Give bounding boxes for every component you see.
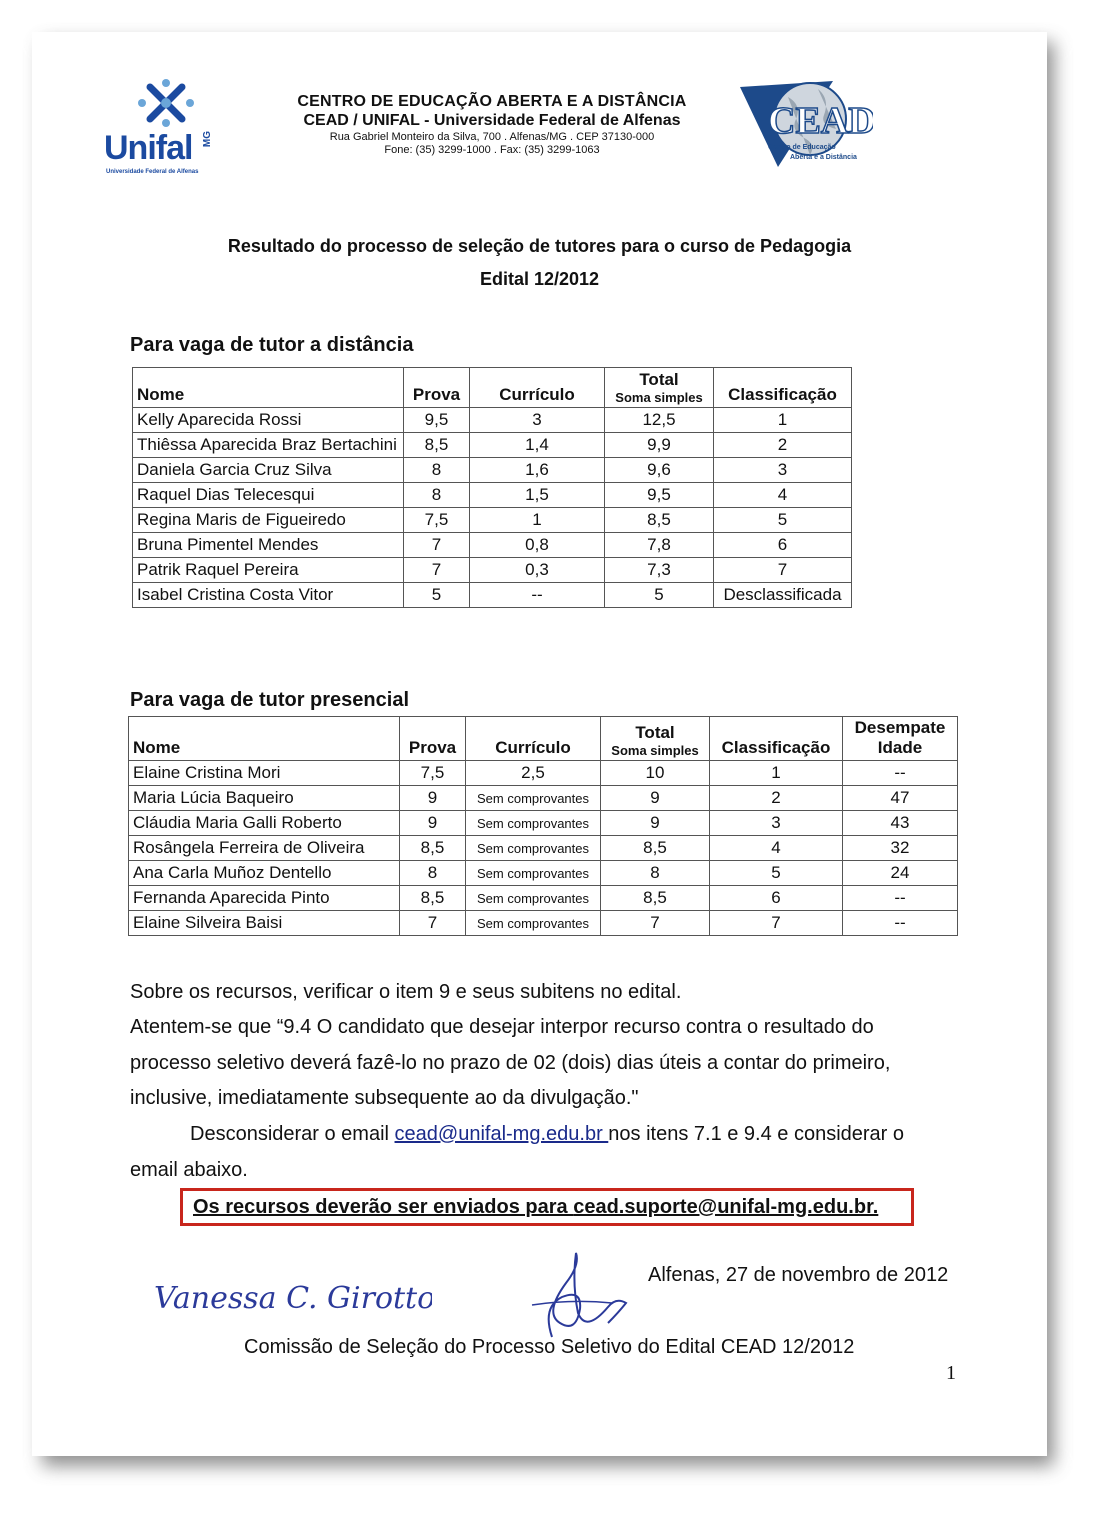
cell-nome: Patrik Raquel Pereira	[133, 558, 404, 583]
col-total-sub: Soma simples	[615, 390, 703, 405]
cell-prova: 7	[404, 533, 470, 558]
col-desempate-label: Desempate	[854, 718, 946, 737]
cell-classificacao: 7	[714, 558, 852, 583]
col-nome: Nome	[133, 368, 404, 408]
paragraph-recursos: Sobre os recursos, verificar o item 9 e seus subitens no edital.	[130, 981, 682, 1003]
cell-total: 10	[601, 761, 710, 786]
table-row	[133, 533, 852, 558]
cell-prova: 7	[404, 558, 470, 583]
cell-total: 7	[601, 911, 710, 936]
cell-curriculo: 1	[470, 508, 605, 533]
edital-number: Edital 12/2012	[479, 269, 600, 289]
table-row	[133, 433, 852, 458]
table-distancia-body	[133, 408, 852, 608]
table-row	[133, 508, 852, 533]
unifal-wordmark: Unifal	[104, 129, 193, 167]
signature-handwriting	[152, 1270, 432, 1330]
cell-total: 5	[605, 583, 714, 608]
col-total	[601, 717, 710, 761]
table-row	[133, 583, 852, 608]
cead-logo	[738, 77, 873, 175]
cell-total: 9,6	[605, 458, 714, 483]
cell-idade: --	[843, 761, 958, 786]
table-distancia	[132, 367, 852, 608]
header-line2: CEAD / UNIFAL - Universidade Federal de Alfenas	[303, 112, 681, 129]
col-nome: Nome	[129, 717, 400, 761]
header-line1: CENTRO DE EDUCAÇÃO ABERTA E A DISTÂNCIA	[297, 93, 687, 110]
cell-nome: Daniela Garcia Cruz Silva	[133, 458, 404, 483]
cell-prova: 7	[400, 911, 466, 936]
document-title: Resultado do processo de seleção de tutores para o curso de Pedagogia	[227, 236, 852, 256]
cell-total: 7,8	[605, 533, 714, 558]
unifal-subtitle: Universidade Federal de Alfenas	[106, 169, 199, 175]
cell-classificacao: 5	[710, 861, 843, 886]
cell-prova: 9	[400, 786, 466, 811]
cell-total: 9	[601, 786, 710, 811]
cell-classificacao: 3	[714, 458, 852, 483]
col-total-sub: Soma simples	[611, 743, 699, 758]
paragraph-desconsiderar	[130, 1117, 950, 1188]
cell-nome: Regina Maris de Figueiredo	[133, 508, 404, 533]
cell-prova: 8	[400, 861, 466, 886]
cell-classificacao: 4	[710, 836, 843, 861]
cell-prova: 8	[404, 458, 470, 483]
institution-header	[272, 93, 712, 156]
cell-prova: 8,5	[404, 433, 470, 458]
cell-total: 9,5	[605, 483, 714, 508]
col-curriculo: Currículo	[466, 717, 601, 761]
cell-curriculo: 1,6	[470, 458, 605, 483]
recursos-notice-box	[180, 1188, 914, 1226]
cell-nome: Raquel Dias Telecesqui	[133, 483, 404, 508]
cell-classificacao: 6	[714, 533, 852, 558]
cell-classificacao: 4	[714, 483, 852, 508]
cell-total: 8,5	[601, 836, 710, 861]
col-total-label: Total	[635, 723, 675, 742]
table-row	[129, 861, 958, 886]
cell-idade: 47	[843, 786, 958, 811]
cell-curriculo: Sem comprovantes	[466, 811, 601, 836]
header-address: Rua Gabriel Monteiro da Silva, 700 . Alfenas/MG . CEP 37130-000	[329, 131, 655, 143]
cell-curriculo: Sem comprovantes	[466, 836, 601, 861]
cell-prova: 7,5	[400, 761, 466, 786]
cell-prova: 8,5	[400, 886, 466, 911]
cell-nome: Isabel Cristina Costa Vitor	[133, 583, 404, 608]
notice-text: Os recursos deverão ser enviados para	[193, 1196, 574, 1218]
unifal-emblem-icon	[136, 77, 196, 129]
cell-prova: 5	[404, 583, 470, 608]
cell-total: 8,5	[605, 508, 714, 533]
cell-curriculo: Sem comprovantes	[466, 861, 601, 886]
cell-curriculo: --	[470, 583, 605, 608]
cell-idade: 32	[843, 836, 958, 861]
section-heading-distancia: Para vaga de tutor a distância	[130, 334, 414, 356]
cell-curriculo: Sem comprovantes	[466, 886, 601, 911]
cead-subtitle1: Centro de Educação	[768, 144, 836, 151]
cell-idade: --	[843, 886, 958, 911]
section-heading-presencial: Para vaga de tutor presencial	[130, 689, 410, 711]
document-date: Alfenas, 27 de novembro de 2012	[648, 1264, 949, 1286]
table-row	[133, 458, 852, 483]
cell-classificacao: 5	[714, 508, 852, 533]
cell-prova: 8,5	[400, 836, 466, 861]
header-phone: Fone: (35) 3299-1000 . Fax: (35) 3299-1063	[384, 144, 600, 156]
signature-text: Vanessa C. Girotto	[154, 1281, 432, 1316]
cell-nome: Elaine Cristina Mori	[129, 761, 400, 786]
cell-total: 8,5	[601, 886, 710, 911]
cell-curriculo: 1,5	[470, 483, 605, 508]
desconsiderar-text-end: nos itens 7.1 e 9.4 e considerar o email abaixo.	[130, 1123, 905, 1181]
cell-prova: 9	[400, 811, 466, 836]
cell-prova: 7,5	[404, 508, 470, 533]
table-row	[129, 836, 958, 861]
cell-classificacao: 3	[710, 811, 843, 836]
cell-nome: Thiêssa Aparecida Braz Bertachini	[133, 433, 404, 458]
cell-total: 12,5	[605, 408, 714, 433]
page-number: 1	[946, 1362, 956, 1384]
cell-nome: Rosângela Ferreira de Oliveira	[129, 836, 400, 861]
table-row	[133, 558, 852, 583]
cell-nome: Elaine Silveira Baisi	[129, 911, 400, 936]
cead-wordmark: CEAD	[768, 100, 873, 142]
unifal-logo	[104, 77, 229, 177]
cell-nome: Bruna Pimentel Mendes	[133, 533, 404, 558]
support-email-link[interactable]: cead.suporte@unifal-mg.edu.br.	[573, 1196, 879, 1218]
cead-globe-icon	[738, 77, 873, 175]
table-row	[129, 886, 958, 911]
col-prova: Prova	[400, 717, 466, 761]
cell-curriculo: 0,3	[470, 558, 605, 583]
col-prova: Prova	[404, 368, 470, 408]
cell-classificacao: 7	[710, 911, 843, 936]
col-classificacao: Classificação	[710, 717, 843, 761]
cell-classificacao: Desclassificada	[714, 583, 852, 608]
cell-total: 9	[601, 811, 710, 836]
cell-classificacao: 2	[710, 786, 843, 811]
cell-curriculo: 1,4	[470, 433, 605, 458]
cead-subtitle2: Aberta e a Distância	[790, 154, 857, 161]
cell-classificacao: 1	[714, 408, 852, 433]
cell-classificacao: 6	[710, 886, 843, 911]
cell-idade: --	[843, 911, 958, 936]
cell-curriculo: 0,8	[470, 533, 605, 558]
col-total-label: Total	[639, 370, 679, 389]
table-row	[129, 811, 958, 836]
cell-prova: 9,5	[404, 408, 470, 433]
cell-nome: Kelly Aparecida Rossi	[133, 408, 404, 433]
desconsiderar-text: Desconsiderar o email	[190, 1123, 395, 1145]
col-desempate	[843, 717, 958, 761]
col-classificacao: Classificação	[714, 368, 852, 408]
cell-idade: 24	[843, 861, 958, 886]
cell-nome: Cláudia Maria Galli Roberto	[129, 811, 400, 836]
cell-nome: Ana Carla Muñoz Dentello	[129, 861, 400, 886]
cell-total: 9,9	[605, 433, 714, 458]
cell-nome: Maria Lúcia Baqueiro	[129, 786, 400, 811]
table-row	[129, 911, 958, 936]
cell-total: 7,3	[605, 558, 714, 583]
table-row	[129, 786, 958, 811]
cell-curriculo: 3	[470, 408, 605, 433]
document-page	[32, 32, 1047, 1456]
signature-vanessa	[152, 1270, 432, 1335]
unifal-mg-label: MG	[202, 131, 213, 148]
col-idade-label: Idade	[877, 738, 923, 757]
table-presencial-body	[129, 761, 958, 936]
old-email-link[interactable]: cead@unifal-mg.edu.br	[394, 1123, 609, 1145]
cell-classificacao: 1	[710, 761, 843, 786]
cell-curriculo: 2,5	[466, 761, 601, 786]
table-row	[133, 483, 852, 508]
table-row	[129, 761, 958, 786]
paragraph-atentem: Atentem-se que “9.4 O candidato que desejar interpor recurso contra o resultado do processo seletivo deverá fazê-lo no prazo de 02 (dois) dias úteis a contar do primeiro, inclusive, imediatamente subsequente ao da divulgação."	[130, 1016, 891, 1109]
cell-curriculo: Sem comprovantes	[466, 786, 601, 811]
cell-classificacao: 2	[714, 433, 852, 458]
cell-prova: 8	[404, 483, 470, 508]
col-curriculo: Currículo	[470, 368, 605, 408]
cell-total: 8	[601, 861, 710, 886]
cell-curriculo: Sem comprovantes	[466, 911, 601, 936]
col-total	[605, 368, 714, 408]
table-presencial	[128, 716, 958, 936]
signature-scribble	[512, 1247, 632, 1347]
cell-nome: Fernanda Aparecida Pinto	[129, 886, 400, 911]
table-row	[133, 408, 852, 433]
comissao-signature-line: Comissão de Seleção do Processo Seletivo do Edital CEAD 12/2012	[244, 1336, 855, 1358]
cell-idade: 43	[843, 811, 958, 836]
